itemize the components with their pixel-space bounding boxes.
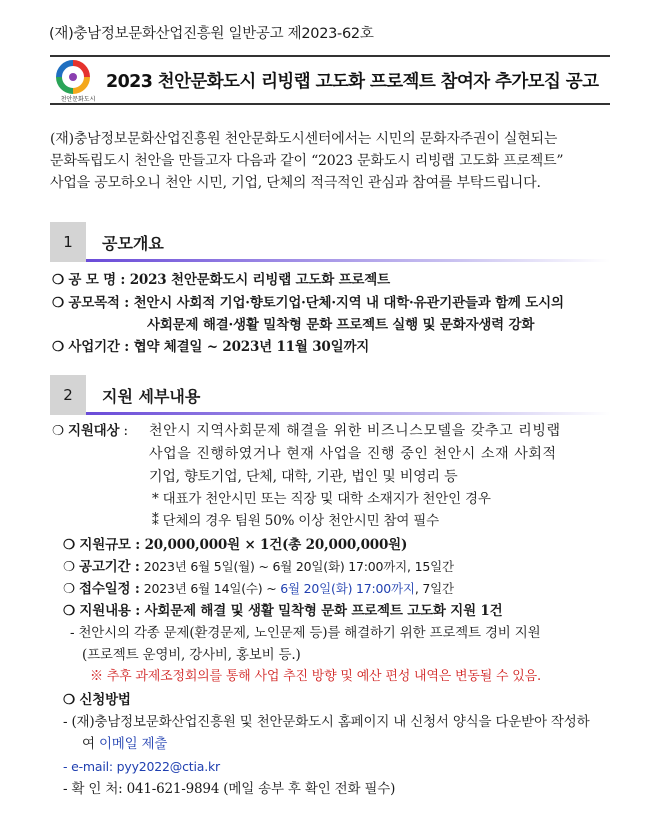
bullet-icon: ❍ bbox=[63, 581, 75, 597]
item-value: 천안시 사회적 기업·향토기업·단체·지역 내 대학·유관기관들과 함께 도시의 bbox=[133, 295, 564, 311]
logo-caption: 천안문화도시 bbox=[60, 96, 96, 103]
overview-name-row bbox=[52, 270, 390, 290]
section-underline bbox=[86, 259, 610, 262]
email-label: - e-mail: bbox=[63, 759, 117, 774]
item-value: 2023 천안문화도시 리빙랩 고도화 프로젝트 bbox=[129, 272, 390, 288]
item-value-suffix: , 7일간 bbox=[414, 581, 454, 596]
item-value: 협약 체결일 ~ 2023년 11월 30일까지 bbox=[133, 339, 370, 355]
item-label: 지원규모 : bbox=[79, 537, 141, 553]
section-header-2 bbox=[50, 375, 610, 415]
email-row bbox=[63, 757, 220, 777]
item-label: 지원대상 bbox=[68, 423, 120, 439]
bullet-icon: ❍ bbox=[52, 423, 64, 439]
scale-row bbox=[63, 535, 407, 555]
email-submit-text: 이메일 제출 bbox=[98, 736, 168, 752]
section-number: 1 bbox=[50, 222, 86, 262]
section-header-1 bbox=[50, 222, 610, 262]
bullet-icon: ❍ bbox=[63, 692, 75, 708]
item-label: 사업기간 : bbox=[68, 339, 130, 355]
item-label: 신청방법 bbox=[79, 692, 131, 708]
overview-purpose-row bbox=[52, 293, 564, 313]
bullet-icon: ❍ bbox=[63, 559, 75, 575]
bullet-icon: ❍ bbox=[52, 339, 64, 355]
overview-purpose-row-continued: 사회문제 해결·생활 밀착형 문화 프로젝트 실행 및 문화자생력 강화 bbox=[147, 317, 535, 333]
section-title: 공모개요 bbox=[102, 234, 164, 253]
contact-row: - 확 인 처: 041-621-9894 (메일 송부 후 확인 전화 필수) bbox=[63, 781, 396, 797]
overview-period-row bbox=[52, 337, 369, 357]
warning-note: ※ 추후 과제조정회의를 통해 사업 추진 방향 및 예산 편성 내역은 변동될 수 있음. bbox=[90, 669, 541, 684]
culture-city-logo-icon bbox=[54, 60, 92, 94]
item-value: 2023년 6월 14일(수) ~ bbox=[143, 581, 281, 596]
bullet-icon: ❍ bbox=[52, 272, 64, 288]
item-label: 공고기간 : bbox=[79, 559, 140, 575]
email-link[interactable]: pyy2022@ctia.kr bbox=[116, 759, 220, 774]
highlighted-deadline: 6월 20일(화) 17:00까지 bbox=[280, 581, 415, 596]
apply-method-text: 여 bbox=[82, 736, 99, 752]
target-line: 사업을 진행하였거나 현재 사업을 진행 중인 천안시 소재 사회적 bbox=[149, 446, 557, 462]
apply-method-line: - (재)충남정보문화산업진흥원 및 천안문화도시 홈페이지 내 신청서 양식을 다운받아 작성하 bbox=[63, 714, 590, 730]
intro-line: 문화독립도시 천안을 만들고자 다음과 같이 “2023 문화도시 리빙랩 고도화 프로젝트” bbox=[50, 153, 564, 169]
target-line: 기업, 향토기업, 단체, 대학, 기관, 법인 및 비영리 등 bbox=[149, 469, 458, 485]
support-content-detail: (프로젝트 운영비, 강사비, 홍보비 등.) bbox=[82, 647, 301, 663]
support-content-detail: - 천안시의 각종 문제(환경문제, 노인문제 등)를 해결하기 위한 프로젝트 경비 지원 bbox=[70, 625, 541, 641]
item-label: 접수일정 : bbox=[79, 581, 140, 597]
bullet-icon: ❍ bbox=[63, 603, 75, 619]
apply-method-line bbox=[82, 734, 167, 754]
intro-line: (재)충남정보문화산업진흥원 천안문화도시센터에서는 시민의 문화자주권이 실현되는 bbox=[50, 131, 558, 147]
target-note: ⁑ 단체의 경우 팀원 50% 이상 천안시민 참여 필수 bbox=[152, 513, 439, 529]
item-value: 사회문제 해결 및 생활 밀착형 문화 프로젝트 고도화 지원 1건 bbox=[144, 603, 503, 619]
intro-paragraph bbox=[50, 128, 610, 194]
target-row bbox=[52, 421, 128, 441]
logo bbox=[54, 60, 96, 104]
target-note: * 대표가 천안시민 또는 직장 및 대학 소재지가 천안인 경우 bbox=[152, 491, 491, 507]
intro-line: 사업을 공모하오니 천안 시민, 기업, 단체의 적극적인 관심과 참여를 부탁드립니다. bbox=[50, 175, 541, 191]
notice-period-row bbox=[63, 557, 454, 577]
item-label: 지원내용 : bbox=[79, 603, 141, 619]
item-value: 2023년 6월 5일(월) ~ 6월 20일(화) 17:00까지, 15일간 bbox=[143, 559, 454, 574]
item-value: 20,000,000원 × 1건(총 20,000,000원) bbox=[144, 537, 408, 553]
title-bar bbox=[50, 55, 610, 105]
apply-method-row bbox=[63, 690, 131, 710]
page-title: 2023 천안문화도시 리빙랩 고도화 프로젝트 참여자 추가모집 공고 bbox=[106, 72, 599, 92]
bullet-icon: ❍ bbox=[52, 295, 64, 311]
support-content-row bbox=[63, 601, 502, 621]
document-number: (재)충남정보문화산업진흥원 일반공고 제2023-62호 bbox=[49, 26, 374, 42]
section-number: 2 bbox=[50, 375, 86, 415]
schedule-row bbox=[63, 579, 454, 599]
item-label: 공 모 명 : bbox=[68, 272, 126, 288]
section-title: 지원 세부내용 bbox=[102, 387, 201, 406]
section-underline bbox=[86, 412, 610, 415]
bullet-icon: ❍ bbox=[63, 537, 75, 553]
item-colon: : bbox=[123, 423, 128, 439]
item-label: 공모목적 : bbox=[68, 295, 130, 311]
target-line: 천안시 지역사회문제 해결을 위한 비즈니스모델을 갖추고 리빙랩 bbox=[149, 423, 561, 439]
